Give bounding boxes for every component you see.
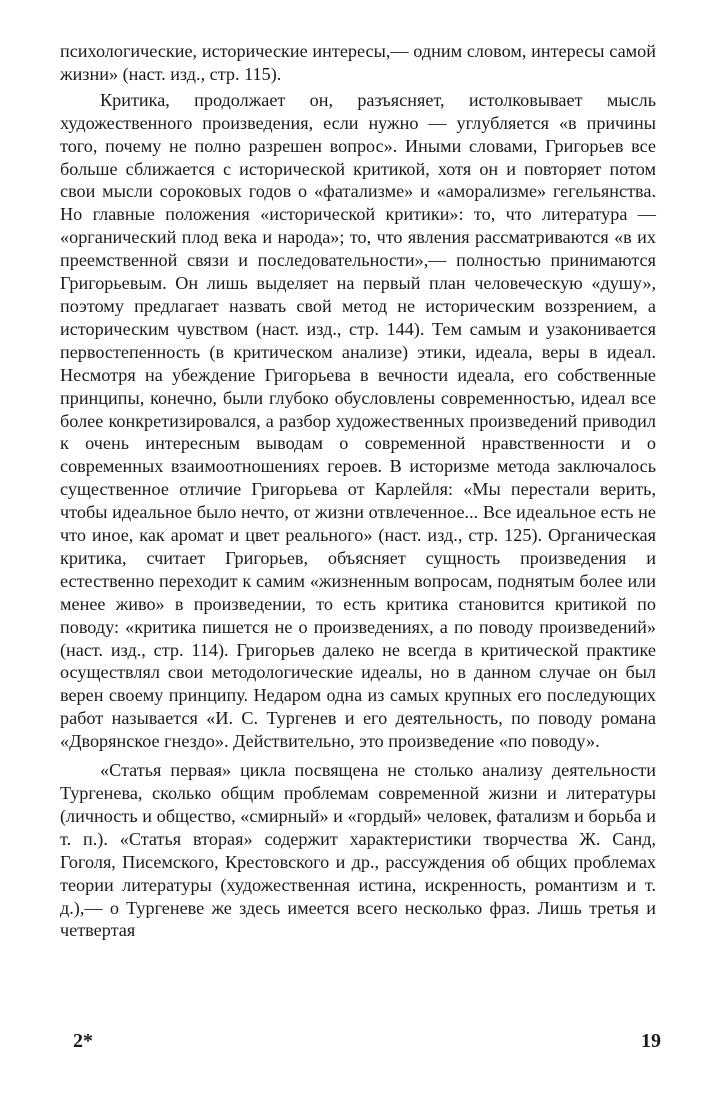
paragraph-critique-method: Критика, продолжает он, разъясняет, истолковывает мысль художественного произведения, если нужно — углубляется «в причины того, почему не полно разрешен вопрос». Иными словами, Григорьев все больше сближается с исторической критикой, хотя он и повторяет потом свои мысли сороковых годов о «фатализме» и «аморализме» гегельянства. Но главные положения «исторической критики»: то, что литература — «органический плод века и народа»; то, что явления рассматриваются «в их преемственной связи и последовательности»,— полностью принимаются Григорьевым. Он лишь выделяет на первый план человеческую «душу», поэтому предлагает назвать свой метод не историческим воззрением, а историческим чувством (наст. изд., стр. 144). Тем самым и узаконивается первостепенность (в критическом анализе) этики, идеала, веры в идеал. Несмотря на убеждение Григорьева в вечности идеала, его собственные принципы, конечно, были глубоко обусловлены современностью, идеал все более конкретизировался, а разбор художественных произведений приводил к очень интересным выводам о современной нравственности и о современных взаимоотношениях героев. В историзме метода заключалось существенное отличие Григорьева от Карлейля: «Мы перестали верить, чтобы идеальное было нечто, от жизни отвлеченное... Все идеальное есть не что иное, как аромат и цвет реального» (наст. изд., стр. 125). Органическая критика, считает Григорьев, объясняет сущность произведения и естественно переходит к самим «жизненным вопросам, поднятым более или менее живо» в произведении, то есть критика становится критикой по поводу: «критика пишется не о произведениях, а по поводу произведений» (наст. изд., стр. 114). Григорьев далеко не всегда в критической практике осуществлял свои методологические идеалы, но в данном случае он был верен своему принципу. Недаром одна из самых крупных его последующих работ называется «И. С. Тургенев и его деятельность, по поводу романа «Дворянское гнездо». Действительно, это произведение «по поводу». xyxy=(60,89,656,752)
paragraph-article-cycle: «Статья первая» цикла посвящена не столько анализу деятельности Тургенева, сколько общим проблемам современной жизни и литературы (личность и общество, «смирный» и «гордый» человек, фатализм и борьба и т. п.). «Статья вторая» содержит характеристики творчества Ж. Санд, Гоголя, Писемского, Крестовского и др., рассуждения об общих проблемах теории литературы (художественная истина, искренность, романтизм и т. д.),— о Тургеневе же здесь имеется всего несколько фраз. Лишь третья и четвертая xyxy=(60,760,656,941)
signature-mark: 2* xyxy=(73,1030,93,1052)
page-number: 19 xyxy=(641,1030,661,1052)
paragraph-continuation: психологические, исторические интересы,— одним словом, интересы самой жизни» (наст. изд., стр. 115). xyxy=(60,41,656,84)
page-body xyxy=(60,40,656,942)
